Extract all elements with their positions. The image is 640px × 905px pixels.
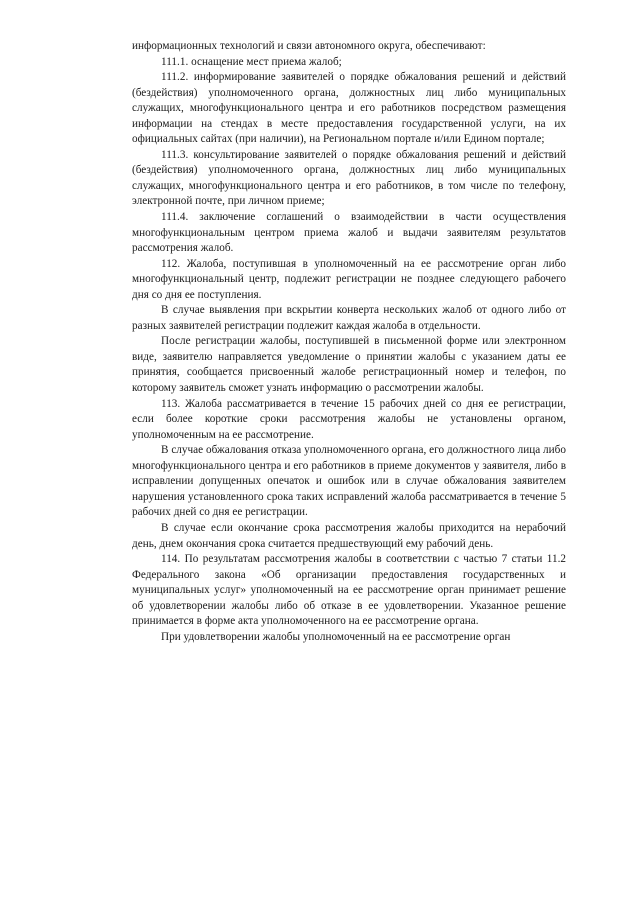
document-page [132, 39, 566, 645]
paragraph-111-2: 111.2. информирование заявителей о порядке обжалования решений и действий (бездействия) уполномоченного органа, должностных лиц либо муниципальных служащих, многофункционального центра и его работников посредством размещения информации на стендах в месте предоставления государственной услуги, на их официальных сайтах (при наличии), на Региональном портале и/или Едином портале; [132, 71, 566, 146]
paragraph-112-multiple-complaints: В случае выявления при вскрытии конверта нескольких жалоб от одного либо от разных заявителей регистрации подлежит каждая жалоба в отдельности. [132, 304, 566, 332]
paragraph-111-3: 111.3. консультирование заявителей о порядке обжалования решений и действий (бездействия) уполномоченного органа, должностных лиц либо муниципальных служащих, многофункционального центра и его работников, в том числе по телефону, электронной почте, при личном приеме; [132, 148, 566, 208]
paragraph-113-nonworking-day: В случае если окончание срока рассмотрения жалобы приходится на нерабочий день, днем окончания срока считается предшествующий ему рабочий день. [132, 521, 566, 550]
paragraph-111-4: 111.4. заключение соглашений о взаимодействии в части осуществления многофункциональным центром приема жалоб и выдачи заявителям результатов рассмотрения жалоб. [132, 211, 566, 255]
paragraph-114: 114. По результатам рассмотрения жалобы в соответствии с частью 7 статьи 11.2 Федерального закона «Об организации предоставления государственных и муниципальных услуг» уполномоченный на ее рассмотрение орган принимает решение об удовлетворении жалобы либо об отказе в ее удовлетворении. Указанное решение принимается в форме акта уполномоченного на ее рассмотрение органа. [132, 553, 566, 628]
paragraph-continuation: информационных технологий и связи автономного округа, обеспечивают: [132, 40, 486, 52]
paragraph-111-1: 111.1. оснащение мест приема жалоб; [161, 55, 342, 68]
paragraph-114-satisfaction: При удовлетворении жалобы уполномоченный на ее рассмотрение орган [161, 630, 511, 643]
paragraph-113-refusal-appeal: В случае обжалования отказа уполномоченного органа, его должностного лица либо многофункционального центра и его работников в приеме документов у заявителя, либо в исправлении допущенных опечаток и ошибок или в случае обжалования заявителем нарушения установленного срока таких исправлений жалоба рассматривается в течение 5 рабочих дней со дня ее регистрации. [132, 444, 566, 519]
paragraph-112: 112. Жалоба, поступившая в уполномоченный на ее рассмотрение орган либо многофункциональный центр, подлежит регистрации не позднее следующего рабочего дня со дня ее поступления. [132, 257, 566, 301]
paragraph-112-notification: После регистрации жалобы, поступившей в письменной форме или электронном виде, заявителю направляется уведомление о принятии жалобы с указанием даты ее принятия, сообщается присвоенный жалобе регистрационный номер и телефон, по которому заявитель сможет узнать информацию о рассмотрении жалобы. [132, 335, 566, 395]
paragraph-113: 113. Жалоба рассматривается в течение 15 рабочих дней со дня ее регистрации, если более короткие сроки рассмотрения жалобы не установлены органом, уполномоченным на ее рассмотрение. [132, 397, 566, 441]
